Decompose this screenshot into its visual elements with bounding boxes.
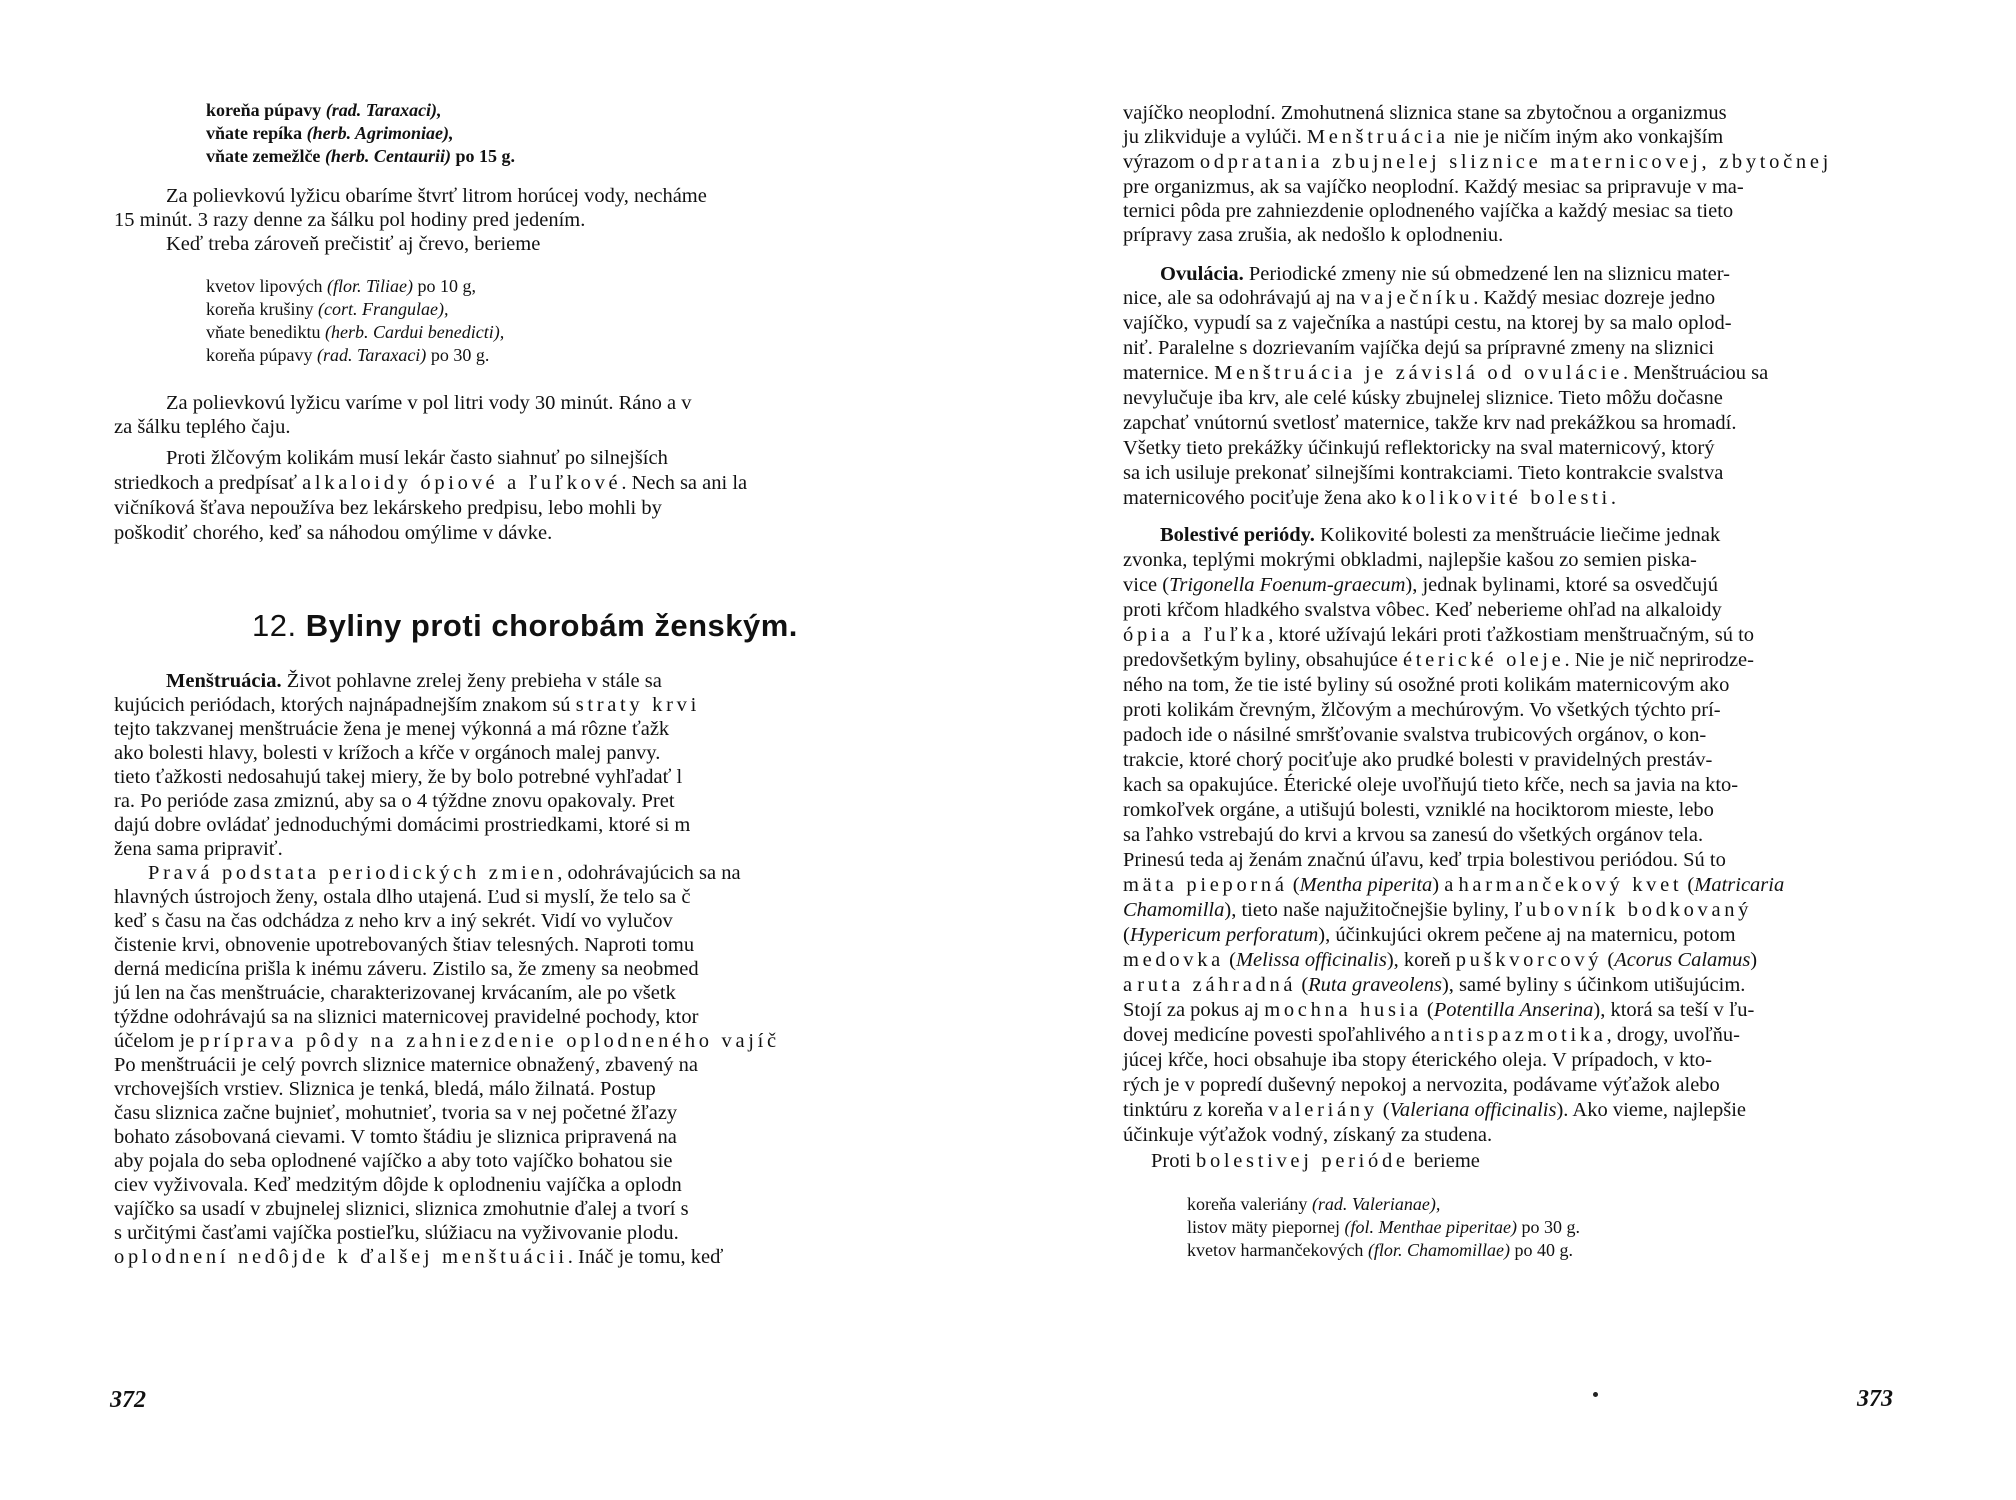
text-line: derná medicína prišla k inému záveru. Zistilo sa, že zmeny sa neobmed bbox=[114, 958, 699, 980]
amount: po 30 g. bbox=[430, 345, 490, 365]
text-line: času sliznica začne bujnieť, mohutnieť, tvoria sa v nej početné žľazy bbox=[114, 1102, 678, 1124]
spaced-term: Menštruácia bbox=[1306, 126, 1449, 148]
chapter-number: 12. bbox=[252, 608, 297, 643]
latin-name: (rad. Taraxaci), bbox=[325, 100, 442, 120]
text-line: Všetky tieto prekážky účinkujú reflektoricky na sval maternicový, ktorý bbox=[1123, 437, 1715, 459]
text-line bbox=[1160, 262, 1730, 286]
text-line bbox=[1123, 873, 1784, 897]
text-line bbox=[1160, 523, 1720, 547]
text-line: rých je v popredí duševný nepokoj a nervozita, podávame výťažok alebo bbox=[1123, 1074, 1720, 1096]
text-span: berieme bbox=[1408, 1150, 1480, 1172]
text-span: kujúcich periódach, ktorých najnápadnejším znakom sú bbox=[114, 694, 576, 716]
latin-name: (herb. Centaurii) bbox=[324, 146, 451, 166]
text-line: aby pojala do seba oplodnené vajíčko a aby toto vajíčko bohatou sie bbox=[114, 1150, 673, 1172]
text-line: prípravy zasa zrušia, ak nedošlo k oplodneniu. bbox=[1123, 224, 1504, 246]
text-line: ako bolesti hlavy, bolesti v krížoch a kŕče v orgánoch malej panvy. bbox=[114, 742, 661, 764]
text-line bbox=[1123, 948, 1757, 972]
text-span: a bbox=[1123, 974, 1138, 996]
spaced-term: vaječníku bbox=[1360, 287, 1474, 309]
latin-name: (fol. Menthae piperitae) bbox=[1344, 1217, 1517, 1237]
text-span: Kolikovité bolesti za menštruácie liečime jednak bbox=[1314, 524, 1721, 546]
text-span: Stojí za pokus aj bbox=[1123, 999, 1265, 1021]
chapter-title: Byliny proti chorobám ženským. bbox=[305, 608, 798, 643]
recipe-line bbox=[206, 274, 476, 298]
latin-name: (herb. Cardui benedicti), bbox=[324, 322, 505, 342]
herb-name: koreňa valeriány bbox=[1187, 1194, 1308, 1214]
text-line: účinkuje výťažok vodný, získaný za studena. bbox=[1123, 1124, 1493, 1146]
spaced-term: Menštruácia je závislá od ovulácie bbox=[1214, 362, 1623, 384]
text-line: Za polievkovú lyžicu obaríme štvrť litrom horúcej vody, necháme bbox=[166, 185, 707, 207]
spaced-term: ruta záhradná bbox=[1137, 974, 1297, 996]
text-span: , drogy, uvoľňu- bbox=[1606, 1024, 1740, 1046]
recipe-line bbox=[206, 320, 504, 344]
text-line: vičníková šťava nepoužíva bez lekárskeho predpisu, lebo mohli by bbox=[114, 497, 662, 519]
text-line bbox=[1123, 973, 1745, 997]
text-span: Periodické zmeny nie sú obmedzené len na sliznicu mater- bbox=[1243, 263, 1731, 285]
text-line bbox=[114, 1245, 723, 1269]
text-line: júcej kŕče, hoci obsahuje iba stopy éterického oleja. V prípadoch, v kto- bbox=[1123, 1049, 1713, 1071]
text-line bbox=[1151, 1149, 1480, 1173]
text-line bbox=[1123, 998, 1754, 1022]
text-span: . Nech sa ani la bbox=[621, 472, 748, 494]
right-page bbox=[1008, 0, 2016, 1500]
herb-name: vňate zemežlče bbox=[206, 146, 321, 166]
recipe-line bbox=[206, 121, 454, 145]
latin-name: Hypericum perforatum bbox=[1129, 924, 1319, 946]
text-line: kach sa opakujúce. Éterické oleje uvoľňujú tieto kŕče, nech sa javia na kto- bbox=[1123, 774, 1739, 796]
latin-name: (herb. Agrimoniae), bbox=[306, 123, 454, 143]
latin-name: (flor. Tiliae) bbox=[326, 276, 413, 296]
text-span: ), tieto naše najužitočnejšie byliny, bbox=[1224, 899, 1514, 921]
text-line: romkoľvek orgáne, a utišujú bolesti, vzniklé na hociktorom mieste, lebo bbox=[1123, 799, 1714, 821]
text-span: Život pohlavne zrelej ženy prebieha v stále sa bbox=[281, 670, 662, 692]
spaced-term: príprava pôdy na zahniezdenie oplodneného vajíč bbox=[199, 1030, 780, 1052]
amount: po 10 g, bbox=[417, 276, 476, 296]
text-line: Keď treba zároveň prečistiť aj črevo, berieme bbox=[166, 233, 541, 255]
herb-name: koreňa krušiny bbox=[206, 299, 314, 319]
text-line bbox=[1123, 486, 1616, 510]
subsection-title: Menštruácia. bbox=[166, 670, 282, 692]
text-line: hlavných ústrojoch ženy, ostala dlho utajená. Ľud si myslí, že telo sa č bbox=[114, 886, 691, 908]
text-line bbox=[114, 693, 700, 717]
recipe-line bbox=[206, 98, 442, 122]
text-span: . Každý mesiac dozreje jedno bbox=[1473, 287, 1716, 309]
spaced-term: ľubovník bodkovaný bbox=[1513, 899, 1753, 921]
text-span: ( bbox=[1421, 999, 1434, 1021]
text-line: vajíčko neoplodní. Zmohutnená sliznica stane sa zbytočnou a organizmus bbox=[1123, 102, 1727, 124]
text-line bbox=[1123, 573, 1718, 597]
latin-name: Acorus Calamus bbox=[1614, 949, 1751, 971]
text-line: trakcie, ktoré chorý pociťuje ako prudké bolesti v pravidelných prestáv- bbox=[1123, 749, 1713, 771]
text-line: zvonka, teplými mokrými obkladmi, najlepšie kašou zo semien piska- bbox=[1123, 549, 1697, 571]
text-span: ) bbox=[1750, 949, 1758, 971]
latin-name: Ruta graveolens bbox=[1308, 974, 1442, 996]
spaced-term: alkaloidy ópiové a ľuľkové bbox=[302, 472, 622, 494]
text-line bbox=[1123, 923, 1736, 947]
subsection-title: Bolestivé periódy. bbox=[1160, 524, 1315, 546]
text-span: striedkoch a predpísať bbox=[114, 472, 303, 494]
text-line: niť. Paralelne s dozrievaním vajíčka dejú sa prípravné zmeny na sliznici bbox=[1123, 337, 1715, 359]
text-line: poškodiť chorého, keď sa náhodou omýlime v dávke. bbox=[114, 522, 553, 544]
text-span: . Ináč je tomu, keď bbox=[567, 1246, 724, 1268]
text-line: s určitými časťami vajíčka postieľku, slúžiacu na vyživovanie plodu. bbox=[114, 1222, 679, 1244]
spaced-term: odpratania zbujnelej sliznice maternicovej, zbytočnej bbox=[1199, 151, 1833, 173]
text-line bbox=[1123, 286, 1715, 310]
text-line: proti kŕčom hladkého svalstva vôbec. Keď neberieme ohľad na alkaloidy bbox=[1123, 599, 1722, 621]
text-span: nice, ale sa odohrávajú aj na bbox=[1123, 287, 1361, 309]
herb-name: vňate benediktu bbox=[206, 322, 321, 342]
herb-name: vňate repíka bbox=[206, 123, 303, 143]
amount: po 40 g. bbox=[1514, 1240, 1573, 1260]
text-line: pre organizmus, ak sa vajíčko neoplodní. Každý mesiac sa pripravuje v ma- bbox=[1123, 176, 1744, 198]
recipe-line bbox=[206, 297, 448, 321]
text-span: ( bbox=[1223, 949, 1236, 971]
subsection-title: Ovulácia. bbox=[1160, 263, 1244, 285]
spaced-term: Pravá podstata periodických zmien bbox=[148, 862, 558, 884]
recipe-line bbox=[1187, 1238, 1573, 1262]
recipe-line bbox=[1187, 1192, 1440, 1216]
herb-name: listov mäty piepornej bbox=[1187, 1217, 1340, 1237]
spaced-term: harmančekový kvet bbox=[1458, 874, 1683, 896]
text-line bbox=[1123, 1023, 1740, 1047]
text-line: tieto ťažkosti nedosahujú takej miery, že by bolo potrebné vyhľadať l bbox=[114, 766, 683, 788]
latin-name: Mentha piperita bbox=[1299, 874, 1433, 896]
text-line bbox=[1123, 623, 1754, 647]
text-span: výrazom bbox=[1123, 151, 1200, 173]
text-span: ( bbox=[1287, 874, 1300, 896]
latin-name: (flor. Chamomillae) bbox=[1367, 1240, 1510, 1260]
text-span: ), jednak bylinami, ktoré sa osvedčujú bbox=[1405, 574, 1718, 596]
text-span: dovej medicíne povesti spoľahlivého bbox=[1123, 1024, 1431, 1046]
text-line: dajú dobre ovládať jednoduchými domácimi prostriedkami, ktoré si m bbox=[114, 814, 691, 836]
latin-name: Valeriana officinalis bbox=[1389, 1099, 1557, 1121]
recipe-line bbox=[1187, 1215, 1580, 1239]
spaced-term: éterické oleje bbox=[1402, 649, 1565, 671]
left-page-text bbox=[0, 0, 904, 1500]
text-line: sa ich usiluje prekonať silnejšími kontrakciami. Tieto kontrakcie svalstva bbox=[1123, 462, 1724, 484]
text-span: ) a bbox=[1432, 874, 1459, 896]
herb-name: kvetov harmančekových bbox=[1187, 1240, 1364, 1260]
latin-name: (rad. Valerianae), bbox=[1311, 1194, 1441, 1214]
text-line bbox=[1123, 648, 1754, 672]
text-span: Proti bbox=[1151, 1150, 1196, 1172]
spaced-term: oplodnení nedôjde k ďalšej menštuácii bbox=[114, 1246, 568, 1268]
text-line: ra. Po perióde zasa zmiznú, aby sa o 4 týždne znovu opakovaly. Pret bbox=[114, 790, 675, 812]
latin-name: Melissa officinalis bbox=[1235, 949, 1387, 971]
text-span: . bbox=[1610, 487, 1617, 509]
text-line: Za polievkovú lyžicu varíme v pol litri vody 30 minút. Ráno a v bbox=[166, 392, 692, 414]
amount: po 30 g. bbox=[1521, 1217, 1580, 1237]
text-line: týždne odohrávajú sa na sliznici maternicovej pravidelné pochody, ktor bbox=[114, 1006, 699, 1028]
latin-name: (rad. Taraxaci) bbox=[316, 345, 427, 365]
text-span: tinktúru z koreňa bbox=[1123, 1099, 1269, 1121]
text-line: vajíčko sa usadí v zbujnelej sliznici, sliznica zmohutnie ďalej a tvorí s bbox=[114, 1198, 689, 1220]
text-line: proti kolikám črevným, žlčovým a mechúrovým. Vo všetkých týchto prí- bbox=[1123, 699, 1721, 721]
text-line bbox=[1123, 150, 1832, 174]
text-span: , odohrávajúcich sa na bbox=[557, 862, 741, 884]
text-line bbox=[148, 861, 741, 885]
chapter-heading bbox=[252, 608, 798, 644]
text-line bbox=[114, 1029, 780, 1053]
text-line: nevylučuje iba krv, ale celé kúsky zbujnelej sliznice. Tieto môžu dočasne bbox=[1123, 387, 1723, 409]
text-span: ), účinkujúci okrem pečene aj na maternicu, potom bbox=[1318, 924, 1736, 946]
text-span: nie je ničím iným ako vonkajším bbox=[1448, 126, 1724, 148]
spaced-term: mochna husia bbox=[1264, 999, 1422, 1021]
text-line bbox=[1123, 1098, 1746, 1122]
text-span: ( bbox=[1682, 874, 1695, 896]
text-span: ( bbox=[1602, 949, 1615, 971]
text-line bbox=[166, 669, 662, 693]
spaced-term: valeriány bbox=[1268, 1099, 1378, 1121]
text-span: predovšetkým byliny, obsahujúce bbox=[1123, 649, 1403, 671]
text-line: ciev vyživovala. Keď medzitým dôjde k oplodneniu vajíčka a oplodn bbox=[114, 1174, 682, 1196]
text-line: zapchať vnútornú svetlosť maternice, takže krv nad prekážkou sa hromadí. bbox=[1123, 412, 1737, 434]
latin-name: Chamomilla bbox=[1123, 899, 1225, 921]
text-span: maternice. bbox=[1123, 362, 1215, 384]
spaced-term: straty krvi bbox=[575, 694, 700, 716]
text-line: 15 minút. 3 razy denne za šálku pol hodiny pred jedením. bbox=[114, 209, 586, 231]
text-line: vajíčko, vypudí sa z vaječníka a nastúpi cestu, na ktorej by sa malo oplod- bbox=[1123, 312, 1732, 334]
text-span: , ktoré užívajú lekári proti ťažkostiam menštruačným, sú to bbox=[1268, 624, 1755, 646]
page-number: 373 bbox=[1857, 1386, 1893, 1412]
herb-name: koreňa púpavy bbox=[206, 100, 322, 120]
text-span: ), koreň bbox=[1386, 949, 1456, 971]
text-span: ( bbox=[1123, 924, 1130, 946]
text-span: . Nie je nič neprirodze- bbox=[1564, 649, 1754, 671]
text-line: vrchovejších vrstiev. Sliznica je tenká, bledá, málo žilnatá. Postup bbox=[114, 1078, 656, 1100]
text-span: ( bbox=[1296, 974, 1309, 996]
latin-name: Potentilla Anserina bbox=[1433, 999, 1594, 1021]
recipe-line bbox=[206, 343, 489, 367]
ink-speck bbox=[1593, 1392, 1598, 1397]
text-line: keď s času na čas odchádza z neho krv a iný sekrét. Vidí vo vylučov bbox=[114, 910, 673, 932]
text-line: bohato zásobovaná cievami. V tomto štádiu je sliznica pripravená na bbox=[114, 1126, 677, 1148]
text-line: ného na tom, že tie isté byliny sú osožné proti kolikám maternicovým ako bbox=[1123, 674, 1730, 696]
text-line: padoch ide o násilné smršťovanie svalstva trubicových orgánov, o kon- bbox=[1123, 724, 1707, 746]
text-line: tejto takzvanej menštruácie žena je menej výkonná a má rôzne ťažk bbox=[114, 718, 670, 740]
latin-name: Matricaria bbox=[1694, 874, 1785, 896]
text-line: žena sama pripraviť. bbox=[114, 838, 283, 860]
text-span: ju zlikviduje a vylúči. bbox=[1123, 126, 1307, 148]
text-span: maternicového pociťuje žena ako bbox=[1123, 487, 1402, 509]
spaced-term: mäta pieporná bbox=[1123, 874, 1288, 896]
text-span: vice ( bbox=[1123, 574, 1170, 596]
text-line bbox=[1123, 361, 1768, 385]
text-span: ), samé byliny s účinkom utišujúcim. bbox=[1441, 974, 1746, 996]
text-span: ), ktorá sa teší v ľu- bbox=[1593, 999, 1755, 1021]
text-line: Proti žlčovým kolikám musí lekár často siahnuť po silnejších bbox=[166, 447, 668, 469]
text-span: . Menštruáciou sa bbox=[1623, 362, 1769, 384]
page-number: 372 bbox=[110, 1387, 146, 1413]
text-line: jú len na čas menštruácie, charakterizovanej krvácaním, ale po všetk bbox=[114, 982, 676, 1004]
text-span: ( bbox=[1377, 1099, 1390, 1121]
spaced-term: bolestivej perióde bbox=[1196, 1150, 1409, 1172]
text-span: účelom je bbox=[114, 1030, 200, 1052]
latin-name: Trigonella Foenum-graecum bbox=[1169, 574, 1406, 596]
text-line: sa ľahko vstrebajú do krvi a krvou sa zanesú do všetkých orgánov tela. bbox=[1123, 824, 1704, 846]
text-line bbox=[1123, 898, 1752, 922]
text-line: čistenie krvi, obnovenie upotrebovaných štiav telesných. Naproti tomu bbox=[114, 934, 695, 956]
herb-name: kvetov lipových bbox=[206, 276, 323, 296]
text-line: Prinesú teda aj ženám značnú úľavu, keď trpia bolestivou periódou. Sú to bbox=[1123, 849, 1726, 871]
spaced-term: ópia a ľuľka bbox=[1123, 624, 1269, 646]
spaced-term: medovka bbox=[1123, 949, 1224, 971]
text-line bbox=[114, 471, 747, 495]
amount: po 15 g. bbox=[455, 146, 515, 166]
recipe-line bbox=[206, 144, 515, 168]
text-line: za šálku teplého čaju. bbox=[114, 416, 291, 438]
spaced-term: puškvorcový bbox=[1455, 949, 1603, 971]
text-span: ). Ako vieme, najlepšie bbox=[1556, 1099, 1747, 1121]
text-line bbox=[1123, 125, 1723, 149]
spaced-term: kolikovité bolesti bbox=[1401, 487, 1611, 509]
spaced-term: antispazmotika bbox=[1430, 1024, 1607, 1046]
latin-name: (cort. Frangulae), bbox=[317, 299, 449, 319]
text-line: Po menštruácii je celý povrch sliznice maternice obnažený, zbavený na bbox=[114, 1054, 699, 1076]
text-line: ternici pôda pre zahniezdenie oplodneného vajíčka a každý mesiac sa tieto bbox=[1123, 200, 1734, 222]
herb-name: koreňa púpavy bbox=[206, 345, 313, 365]
